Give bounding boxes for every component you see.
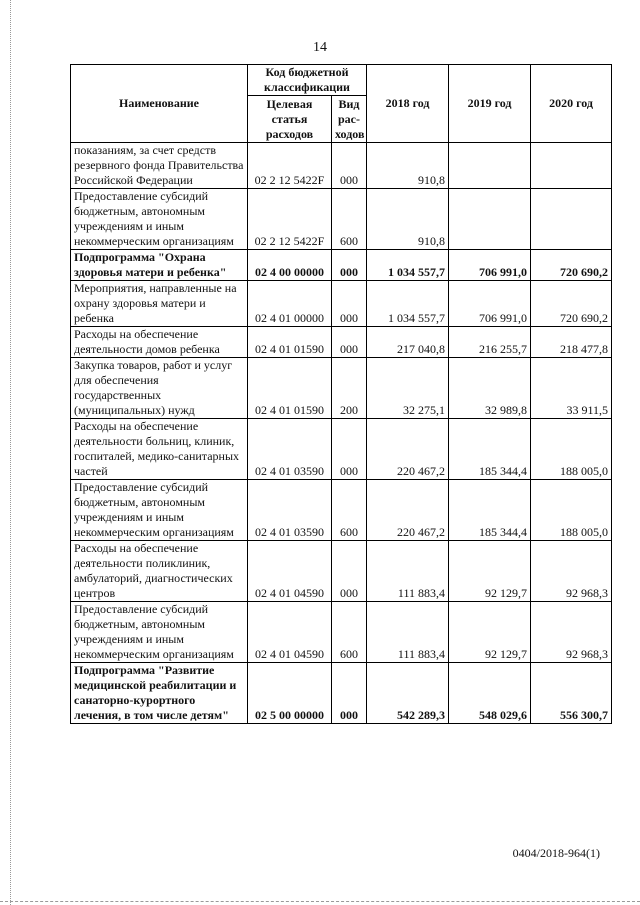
table-cell-expense-type: 000 — [332, 419, 367, 480]
table-cell-2020 — [531, 189, 612, 250]
table-cell-2020: 556 300,7 — [531, 663, 612, 724]
table-row — [71, 419, 612, 480]
table-body — [71, 143, 612, 724]
table-cell-2019: 548 029,6 — [449, 663, 531, 724]
table-cell-2018: 111 883,4 — [367, 541, 449, 602]
table-row — [71, 358, 612, 419]
table-cell-code: 02 4 01 00000 — [248, 281, 332, 327]
table-cell-2018: 542 289,3 — [367, 663, 449, 724]
table-cell-name: Расходы на обеспечение деятельности больниц, клиник, госпиталей, медико-санитарных частей — [71, 419, 248, 480]
table-cell-name: Расходы на обеспечение деятельности домов ребенка — [71, 327, 248, 358]
table-row — [71, 250, 612, 281]
table-cell-expense-type: 000 — [332, 143, 367, 189]
table-cell-code: 02 4 01 04590 — [248, 602, 332, 663]
table-cell-code: 02 2 12 5422F — [248, 189, 332, 250]
table-cell-name: Предоставление субсидий бюджетным, автономным учреждениям и иным некоммерческим организациям — [71, 602, 248, 663]
table-row — [71, 143, 612, 189]
table-row — [71, 663, 612, 724]
table-cell-expense-type: 000 — [332, 250, 367, 281]
table-cell-2020: 218 477,8 — [531, 327, 612, 358]
table-cell-code: 02 4 01 01590 — [248, 358, 332, 419]
table-row — [71, 281, 612, 327]
table-cell-2020: 720 690,2 — [531, 281, 612, 327]
table-cell-name: Предоставление субсидий бюджетным, автономным учреждениям и иным некоммерческим организациям — [71, 480, 248, 541]
table-cell-2019: 92 129,7 — [449, 541, 531, 602]
scan-edge-left — [10, 0, 11, 905]
table-cell-2019: 92 129,7 — [449, 602, 531, 663]
table-cell-expense-type: 000 — [332, 327, 367, 358]
table-cell-code: 02 5 00 00000 — [248, 663, 332, 724]
table-cell-2018: 220 467,2 — [367, 480, 449, 541]
table-cell-expense-type: 000 — [332, 281, 367, 327]
table-row — [71, 541, 612, 602]
table-cell-name: Мероприятия, направленные на охрану здоровья матери и ребенка — [71, 281, 248, 327]
header-code-group: Код бюджетной классификации — [248, 65, 367, 96]
table-cell-code: 02 4 01 04590 — [248, 541, 332, 602]
page-number: 14 — [313, 40, 327, 55]
table-cell-2019: 706 991,0 — [449, 250, 531, 281]
table-cell-expense-type: 000 — [332, 663, 367, 724]
table-cell-expense-type: 600 — [332, 189, 367, 250]
header-target-article: Целевая статья расходов — [248, 96, 332, 143]
table-cell-2018: 217 040,8 — [367, 327, 449, 358]
table-cell-2019: 32 989,8 — [449, 358, 531, 419]
document-id: 0404/2018-964(1) — [512, 846, 600, 860]
table-cell-2019: 185 344,4 — [449, 480, 531, 541]
table-cell-code: 02 4 00 00000 — [248, 250, 332, 281]
table-cell-2019 — [449, 143, 531, 189]
table-row — [71, 327, 612, 358]
header-name: Наименование — [71, 65, 248, 143]
table-cell-code: 02 4 01 01590 — [248, 327, 332, 358]
scan-edge-bottom — [0, 901, 640, 902]
table-cell-2020: 188 005,0 — [531, 419, 612, 480]
table-cell-2019: 216 255,7 — [449, 327, 531, 358]
table-cell-expense-type: 600 — [332, 602, 367, 663]
header-2018: 2018 год — [367, 65, 449, 143]
header-2019: 2019 год — [449, 65, 531, 143]
table-cell-2020 — [531, 143, 612, 189]
table-cell-2019: 706 991,0 — [449, 281, 531, 327]
table-cell-2018: 32 275,1 — [367, 358, 449, 419]
table-cell-2020: 33 911,5 — [531, 358, 612, 419]
table-cell-2020: 92 968,3 — [531, 602, 612, 663]
header-2020: 2020 год — [531, 65, 612, 143]
table-cell-2018: 910,8 — [367, 143, 449, 189]
table-cell-2020: 720 690,2 — [531, 250, 612, 281]
table-cell-2018: 1 034 557,7 — [367, 250, 449, 281]
header-expense-type: Вид рас-ходов — [332, 96, 367, 143]
table-cell-2020: 92 968,3 — [531, 541, 612, 602]
table-cell-2018: 1 034 557,7 — [367, 281, 449, 327]
table-cell-expense-type: 600 — [332, 480, 367, 541]
budget-table — [70, 64, 612, 724]
table-cell-expense-type: 000 — [332, 541, 367, 602]
table-row — [71, 480, 612, 541]
table-cell-code: 02 2 12 5422F — [248, 143, 332, 189]
table-cell-2018: 910,8 — [367, 189, 449, 250]
table-cell-code: 02 4 01 03590 — [248, 480, 332, 541]
table-cell-expense-type: 200 — [332, 358, 367, 419]
table-row — [71, 189, 612, 250]
table-cell-code: 02 4 01 03590 — [248, 419, 332, 480]
table-cell-2018: 220 467,2 — [367, 419, 449, 480]
table-cell-2019 — [449, 189, 531, 250]
table-cell-name: Подпрограмма "Развитие медицинской реабилитации и санаторно-курортного лечения, в том числе детям" — [71, 663, 248, 724]
table-cell-2018: 111 883,4 — [367, 602, 449, 663]
table-cell-2019: 185 344,4 — [449, 419, 531, 480]
table-cell-2020: 188 005,0 — [531, 480, 612, 541]
table-cell-name: Предоставление субсидий бюджетным, автономным учреждениям и иным некоммерческим организациям — [71, 189, 248, 250]
table-cell-name: Подпрограмма "Охрана здоровья матери и ребенка" — [71, 250, 248, 281]
table-cell-name: показаниям, за счет средств резервного фонда Правительства Российской Федерации — [71, 143, 248, 189]
table-cell-name: Расходы на обеспечение деятельности поликлиник, амбулаторий, диагностических центров — [71, 541, 248, 602]
table-cell-name: Закупка товаров, работ и услуг для обеспечения государственных (муниципальных) нужд — [71, 358, 248, 419]
table-row — [71, 602, 612, 663]
